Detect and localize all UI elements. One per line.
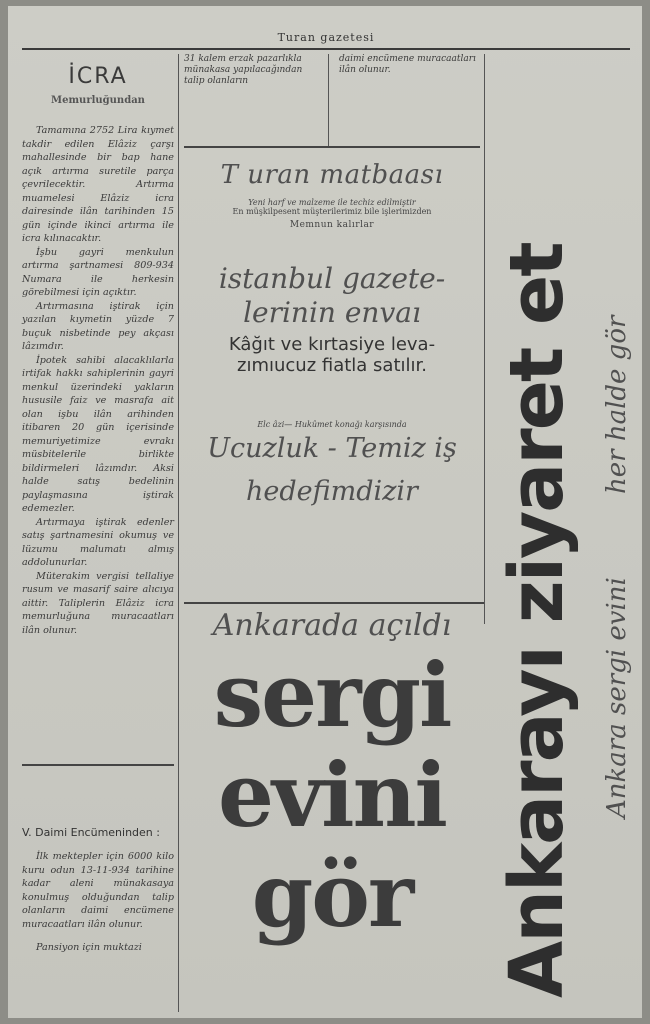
encumen-text: İlk mektepler için 6000 kilo kuru odun 13-11-934 tarihine kadar aleni münakasaya konulmuş olduğundan talip olanların daimi encümene muracaatları ilân olunur.	[22, 851, 174, 930]
sergi-ad	[184, 608, 480, 945]
icra-subheading: Memurluğundan	[51, 95, 145, 106]
icra-paragraph: İşbu gayri menkulun artırma şartnamesi 809-934 Numara ile herkesin görebilmesi için açıktır.	[22, 246, 174, 298]
matbaa-line3: Memnun kalırlar	[289, 220, 375, 230]
icra-paragraph: İpotek sahibi alacaklılarla irtifak hakkı sahiplerinin gayri menkul üzerindeki yakların hususile faiz ve masrafa ait olan işbu ilân arihinden itibaren 20 gün içerisinde memuriyetimize evrakı müsbitelerile birlikte bildirmeleri lâzımdır. Aksi halde satış bedelinin paylaşmasına iştirak edemezler.	[22, 354, 174, 514]
matbaa-line2: En müşkilpesent müşterilerimiz bile işlerimizden	[232, 207, 432, 216]
matbaa-address: Elc âzi— Hukûmet konağı karşısında	[257, 420, 407, 429]
evini-word: evini	[218, 743, 446, 847]
matbaa-top-rule	[184, 146, 480, 148]
encumen-last-line: Pansiyon için muktazi	[36, 942, 142, 953]
sergi-word: sergi	[213, 643, 451, 747]
kagit-line1: Kâğıt ve kırtasiye leva-	[228, 334, 436, 355]
newspaper-page	[8, 6, 642, 1018]
kagit-line2: zımıucuz fiatla satılır.	[237, 355, 427, 376]
matbaa-line1: Yeni harf ve malzeme ile techiz edilmiştir	[248, 198, 416, 207]
icra-paragraph: Tamamına 2752 Lira kıymet takdir edilen Elâziz çarşı mahallesinde bir bap hane açık artırma suretile parça çevrilecektir. Artırma muamelesi Elâziz icra dairesinde ilân tarihinden 15 gün içinde ikinci artırma ile icra kılınacaktır.	[22, 125, 174, 244]
mid-top-notices	[184, 54, 480, 146]
ankarayi-ziyaret-et: Ankarayı ziyaret et	[494, 243, 580, 998]
icra-heading: İCRA	[68, 64, 128, 89]
her-halde-gor: her halde gör	[602, 315, 632, 494]
icra-paragraph: Artırmasına iştirak için yazılan kıymetin yüzde 7 buçuk nisbetinde pey akçası lâzımdır.	[22, 300, 174, 352]
encumen-paragraph	[22, 850, 174, 955]
ankarada-acildi: Ankarada açıldı	[212, 608, 452, 643]
icra-paragraph: Müterakim vergisi tellaliye rusum ve masarif saire alıcıya aittir. Taliplerin Elâziz icra memurluğuna muracaatları ilân olunur.	[22, 570, 174, 636]
ucuzluk-line: Ucuzluk - Temiz iş	[207, 433, 457, 464]
matbaa-title: T uran matbaası	[220, 160, 444, 190]
middle-column	[184, 54, 480, 507]
gor-word: gör	[251, 843, 413, 947]
column-rule-right	[484, 54, 485, 624]
left-column	[22, 54, 174, 637]
hedef-line: hedefimdizir	[246, 476, 418, 507]
ankara-sergi-evini: Ankara sergi evini	[602, 577, 632, 818]
erzak-notice: 31 kalem erzak pazarlıkla münakasa yapılacağından talip olanların	[184, 54, 329, 146]
gazete-line2: lerinin envaı	[243, 296, 421, 329]
column-rule-left	[178, 54, 179, 1012]
encumen-heading: V. Daimi Encümeninden :	[22, 826, 160, 839]
gazete-line1: istanbul gazete-	[218, 262, 446, 295]
icra-paragraph: Artırmaya iştirak edenler satış şartnamesini okumuş ve lüzumu malumatı almış addolunurlar.	[22, 516, 174, 568]
sergi-top-rule	[184, 602, 484, 604]
left-divider	[22, 764, 174, 766]
masthead: Turan gazetesi	[22, 28, 630, 50]
encumen-notice	[22, 826, 174, 955]
icra-notice	[22, 124, 174, 637]
erzak-notice-cont: daimi encümene muracaatları ilân olunur.	[339, 54, 476, 75]
